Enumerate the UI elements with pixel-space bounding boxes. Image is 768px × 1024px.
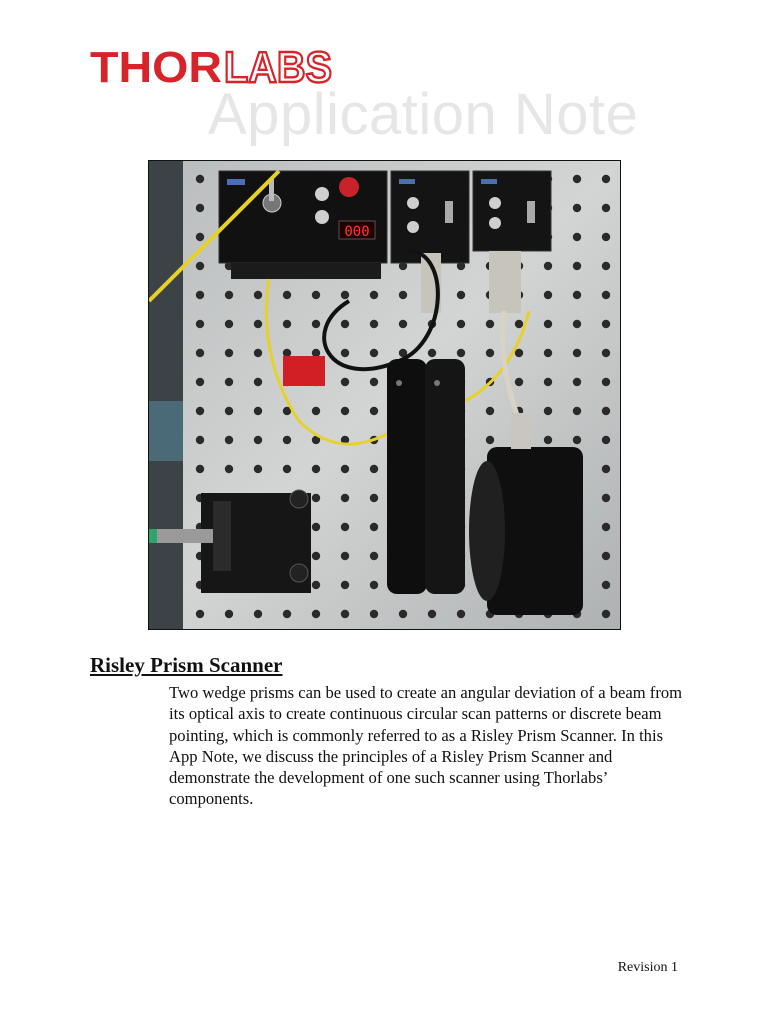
svg-text:LABS: LABS xyxy=(224,44,332,88)
svg-text:000: 000 xyxy=(344,224,370,240)
document-type-heading: Application Note xyxy=(208,82,639,147)
controller-box-icon xyxy=(219,171,387,279)
intro-paragraph: Two wedge prisms can be used to create an angular deviation of a beam from its optical axis to create continuous circular scan patterns or discrete beam pointing, which is commonly referred to as a Risley Prism Scanner. In this App Note, we discuss the principles of a Risley Prism Scanner and demonstrate the development of one such scanner using Thorlabs’ components. xyxy=(169,683,683,809)
section-title: Risley Prism Scanner xyxy=(90,653,283,677)
svg-text:THOR: THOR xyxy=(90,44,222,88)
setup-photo xyxy=(148,160,621,630)
revision-label: Revision 1 xyxy=(617,960,678,975)
